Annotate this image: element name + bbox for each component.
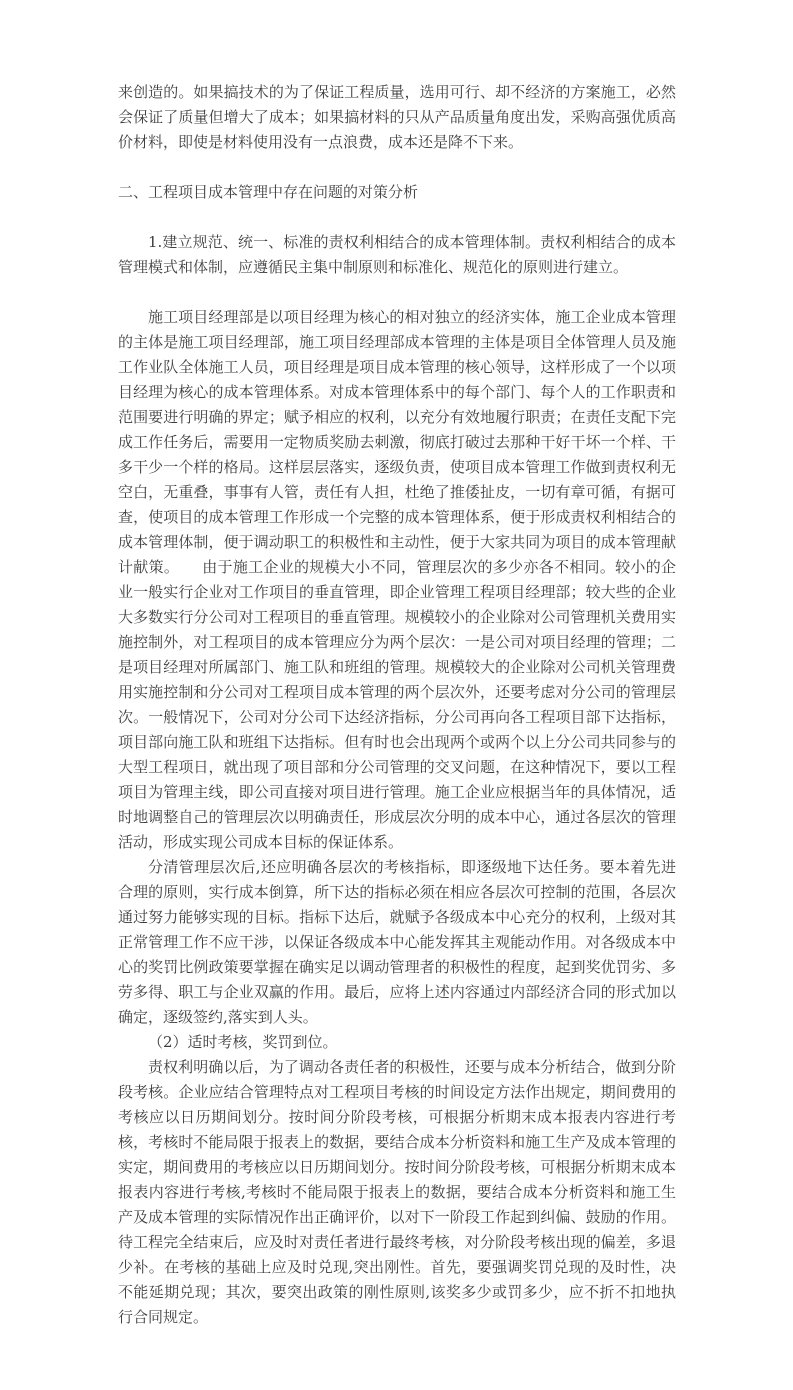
paragraph-management-levels: 分清管理层次后,还应明确各层次的考核指标，即逐级地下达任务。要本着先进合理的原则，实行成本倒算，所下达的指标必须在相应各层次可控制的范围，各层次通过努力能够实现的目标。指标下达后，就赋予各级成本中心充分的权利，上级对其正常管理工作不应干涉，以保证各级成本中心能发挥其主观能动作用。对各级成本中心的奖罚比例政策要掌握在确实足以调动管理者的积极性的程度，起到奖优罚劣、多劳多得、职工与企业双赢的作用。最后，应将上述内容通过内部经济合同的形式加以确定，逐级签约,落实到人头。 <box>118 858 676 1026</box>
section-heading: 二、工程项目成本管理中存在问题的对策分析 <box>118 183 419 201</box>
intro-paragraph: 来创造的。如果搞技术的为了保证工程质量，选用可行、却不经济的方案施工，必然会保证了质量但增大了成本；如果搞材料的只从产品质量角度出发，采购高强优质高价材料，即使是材料使用没有一点浪费，成本还是降不下来。 <box>118 83 676 151</box>
paragraph-assessment-detail: 责权利明确以后，为了调动各责任者的积极性，还要与成本分析结合，做到分阶段考核。企业应结合管理特点对工程项目考核的时间设定方法作出规定，期间费用的考核应以日历期间划分。按时间分阶段考核，可根据分析期末成本报表内容进行考核，考核时不能局限于报表上的数据，要结合成本分析资料和施工生产及成本管理的实定，期间费用的考核应以日历期间划分。按时间分阶段考核，可根据分析期末成本报表内容进行考核,考核时不能局限于报表上的数据，要结合成本分析资料和施工生产及成本管理的实际情况作出正确评价，以对下一阶段工作起到纠偏、鼓励的作用。待工程完全结束后，应及时对责任者进行最终考核，对分阶段考核出现的偏差，多退少补。在考核的基础上应及时兑现,突出刚性。首先，要强调奖罚兑现的及时性，决不能延期兑现；其次，要突出政策的刚性原则,该奖多少或罚多少，应不折不扣地执行合同规定。 <box>118 1058 676 1326</box>
paragraph-timely-assessment-title: （2）适时考核，奖罚到位。 <box>148 1033 338 1051</box>
paragraph-project-department: 施工项目经理部是以项目经理为核心的相对独立的经济实体，施工企业成本管理的主体是施工项目经理部，施工项目经理部成本管理的主体是项目全体管理人员及施工作业队全体施工人员，项目经理是项目成本管理的核心领导，这样形成了一个以项目经理为核心的成本管理体系。对成本管理体系中的每个部门、每个人的工作职责和范围要进行明确的界定；赋予相应的权利，以充分有效地履行职责；在责任支配下完成工作任务后，需要用一定物质奖励去刺激，彻底打破过去那种干好干坏一个样、干多干少一个样的格局。这样层层落实，逐级负责，使项目成本管理工作做到责权利无空白，无重叠，事事有人管，责任有人担，杜绝了推倭扯皮，一切有章可循，有据可查，使项目的成本管理工作形成一个完整的成本管理体系，便于形成责权利相结合的成本管理体制，便于调动职工的积极性和主动性，便于大家共同为项目的成本管理献计献策。 由于施工企业的规模大小不同，管理层次的多少亦各不相同。较小的企业一般实行企业对工作项目的垂直管理，即企业管理工程项目经理部；较大些的企业大多数实行分公司对工程项目的垂直管理。规模较小的企业除对公司管理机关费用实施控制外，对工程项目的成本管理应分为两个层次：一是公司对项目经理的管理；二是项目经理对所属部门、施工队和班组的管理。规模较大的企业除对公司机关管理费用实施控制和分公司对工程项目成本管理的两个层次外，还要考虑对分公司的管理层次。一般情况下，公司对分公司下达经济指标，分公司再向各工程项目部下达指标，项目部向施工队和班组下达指标。但有时也会出现两个或两个以上分公司共同参与的大型工程项日，就出现了项目部和分公司管理的交叉问题，在这种情况下，要以工程项目为管理主线，即公司直接对项目进行管理。施工企业应根据当年的具体情况，适时地调整自己的管理层次以明确责任，形成层次分明的成本中心，通过各层次的管理活动，形成实现公司成本目标的保证体系。 <box>118 308 676 851</box>
paragraph-establish-system: 1.建立规范、统一、标准的责权利相结合的成本管理体制。责权利相结合的成本管理模式和体制，应遵循民主集中制原则和标准化、规范化的原则进行建立。 <box>118 233 676 276</box>
